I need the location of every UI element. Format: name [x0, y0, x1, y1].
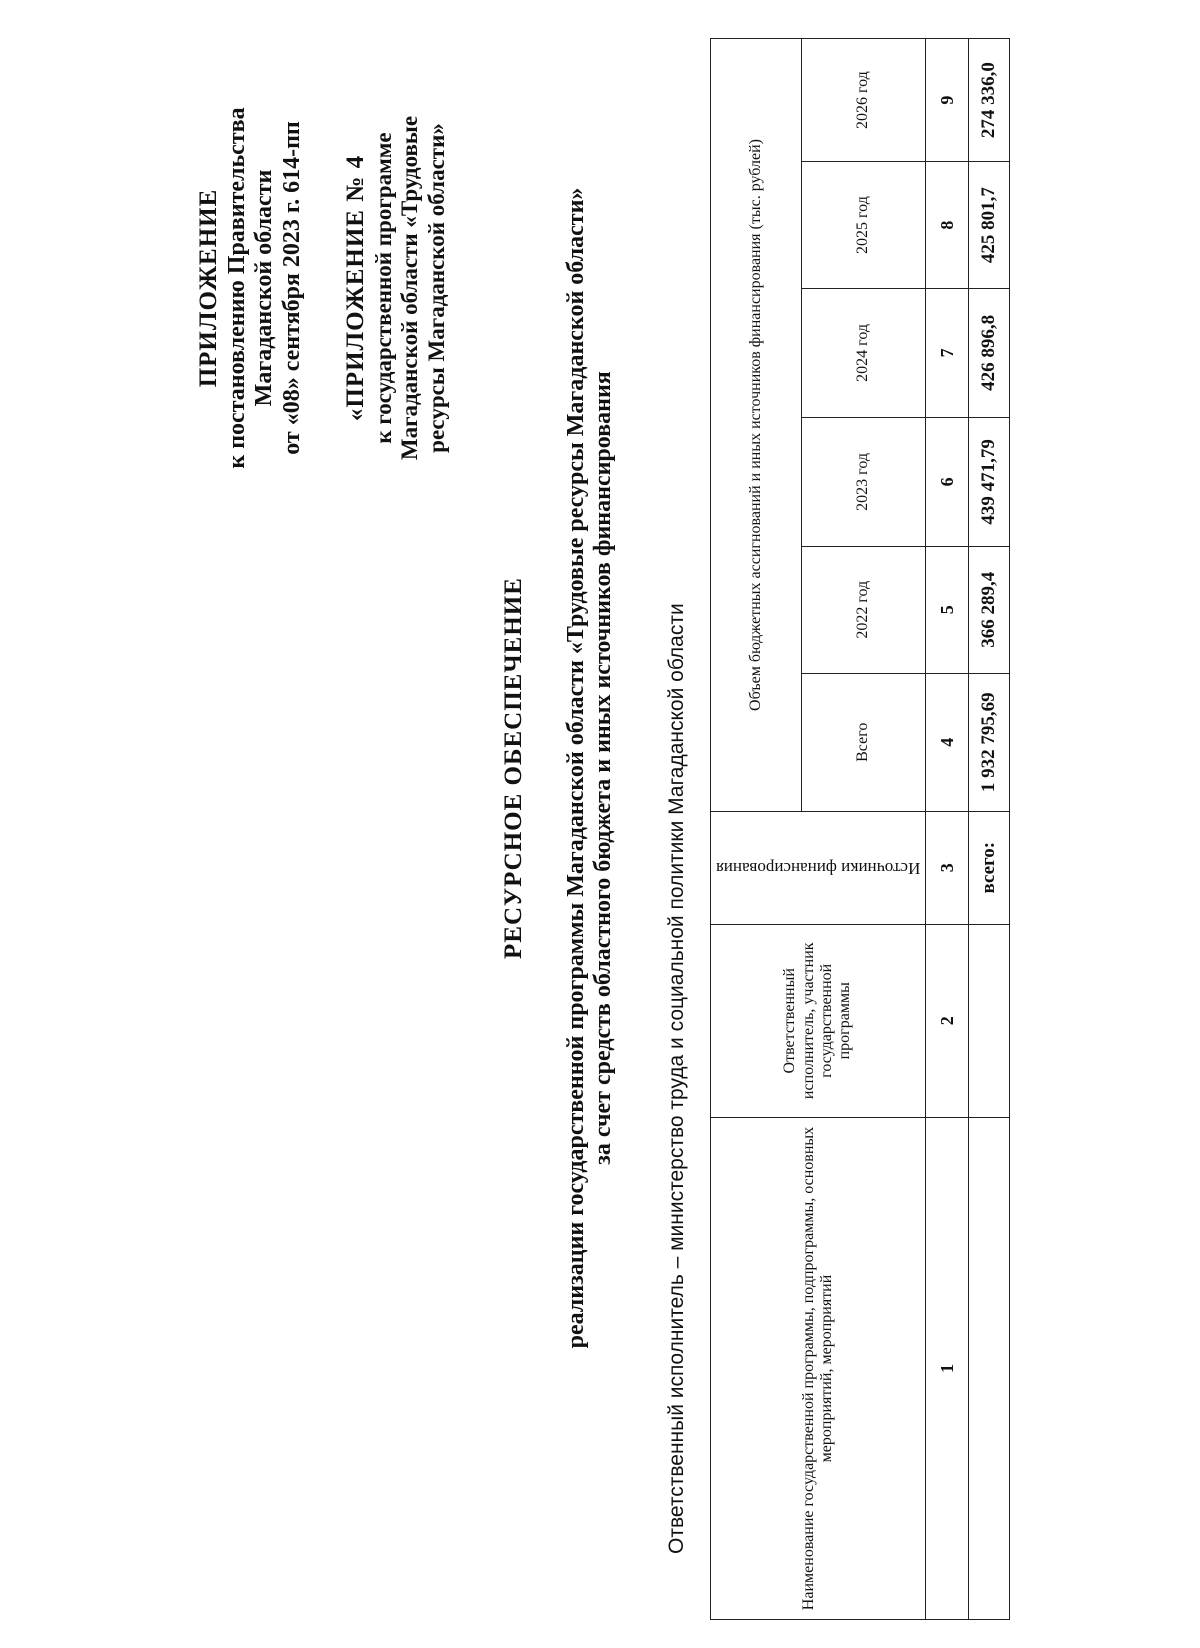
document-subtitle-2: за счет средств областного бюджета и иных источников финансирования	[590, 371, 617, 1165]
header-year-2023: 2023 год	[801, 417, 925, 546]
header-year-total: Всего	[801, 673, 925, 811]
total-value-2024: 426 896,8	[968, 288, 1009, 417]
appendix-line-3: от «08» сентября 2023 г. 614-пп	[278, 121, 305, 455]
header-year-2026: 2026 год	[801, 39, 925, 162]
column-number: 7	[925, 288, 968, 417]
document-title: РЕСУРСНОЕ ОБЕСПЕЧЕНИЕ	[500, 577, 527, 959]
total-executor-cell	[968, 924, 1009, 1118]
program-appendix-line-2: Магаданской области «Трудовые	[397, 115, 423, 461]
header-year-2024: 2024 год	[801, 288, 925, 417]
total-name-cell	[968, 1118, 1009, 1620]
total-value-all: 1 932 795,69	[968, 673, 1009, 811]
total-value-2022: 366 289,4	[968, 546, 1009, 673]
column-number: 1	[925, 1118, 968, 1620]
appendix-title: ПРИЛОЖЕНИЕ	[195, 188, 222, 388]
total-row	[968, 39, 1009, 1620]
appendix-line-2: Магаданской области	[251, 169, 278, 407]
header-executor: Ответственный исполнитель, участник государственной программы	[711, 924, 926, 1118]
responsible-executor: Ответственный исполнитель – министерство труда и социальной политики Магаданской области	[665, 603, 688, 1554]
header-year-2022: 2022 год	[801, 546, 925, 673]
header-volume: Объем бюджетных ассигнований и иных источников финансирования (тыс. рублей)	[711, 39, 802, 812]
appendix-header	[195, 78, 307, 498]
program-appendix-line-1: к государственной программе	[370, 132, 396, 444]
total-label: всего:	[968, 811, 1009, 924]
appendix-line-1: к постановлению Правительства	[223, 107, 250, 469]
total-value-2026: 274 336,0	[968, 39, 1009, 162]
resource-table	[710, 38, 1010, 1620]
header-sources: Источники финансирования	[711, 811, 926, 924]
column-number: 9	[925, 39, 968, 162]
header-name: Наименование государственной программы, подпрограммы, основных мероприятий, мероприятий	[711, 1118, 926, 1620]
column-number: 2	[925, 924, 968, 1118]
program-appendix	[342, 78, 450, 498]
column-number-row	[925, 39, 968, 1620]
total-value-2023: 439 471,79	[968, 417, 1009, 546]
column-number: 3	[925, 811, 968, 924]
column-number: 5	[925, 546, 968, 673]
header-year-2025: 2025 год	[801, 162, 925, 289]
column-number: 8	[925, 162, 968, 289]
document-title-block	[500, 138, 618, 1398]
program-appendix-line-3: ресурсы Магаданской области»	[423, 123, 449, 453]
document-subtitle-1: реализации государственной программы Магаданской области «Трудовые ресурсы Магаданской области»	[562, 187, 589, 1349]
total-value-2025: 425 801,7	[968, 162, 1009, 289]
program-appendix-title: «ПРИЛОЖЕНИЕ № 4	[342, 154, 369, 422]
column-number: 6	[925, 417, 968, 546]
column-number: 4	[925, 673, 968, 811]
